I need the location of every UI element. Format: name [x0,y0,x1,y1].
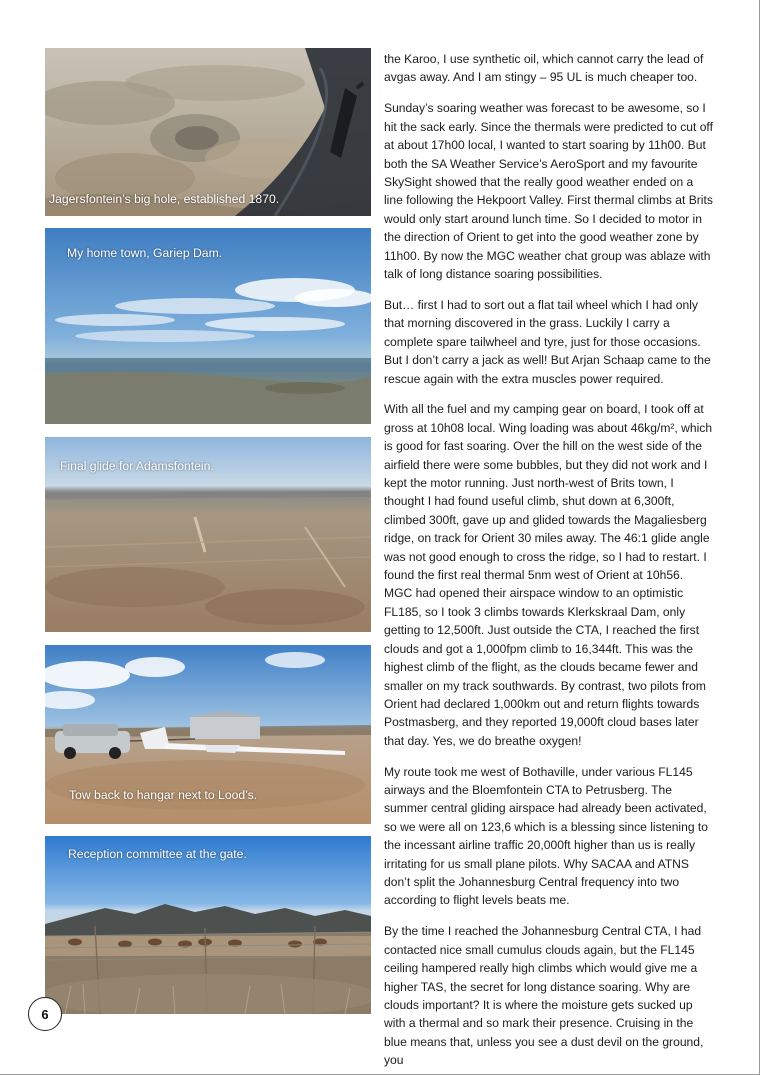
article-paragraph: My route took me west of Bothaville, under various FL145 airways and the Bloemfontein CTA to Petrusberg. The summer central gliding airspace had already been activated, so we were all on 123,6 which is a blessing since listening to the incessant airline traffic 20,000ft higher than us is really irritating for us small plane pilots. Why SACAA and ATNS don’t split the Johannesburg Central frequency into two according to flight levels beats me. [384,764,709,908]
photo-jagersfontein-image [45,48,371,216]
photo-reception-committee-image [45,836,371,1014]
photo-gariep-dam-caption: My home town, Gariep Dam. [67,246,223,260]
photo-tow-to-hangar [45,645,371,824]
article-paragraph: Sunday’s soaring weather was forecast to be awesome, so I hit the sack early. Since the thermals were predicted to cut off at about 17h00 local, I wanted to start soaring by 11h00. But both the SA Weather Service’s AeroSport and my favourite SkySight showed that the really good weather ended on a line following the Hekpoort Valley. First thermal climbs at Brits would only start around lunch time. So I decided to motor in the direction of Orient to get into the good weather zone by 11h00. By now the MGC weather chat group was ablaze with talk of long distance soaring possibilities. [384,101,713,281]
photo-jagersfontein [45,48,371,216]
photo-reception-committee [45,836,371,1014]
article-paragraph: But… first I had to sort out a flat tail wheel which I had only that morning discovered in the grass. Luckily I carry a complete spare tailwheel and tyre, just for those occasions. But I don’t carry a jack as well! But Arjan Schaap came to the rescue again with the extra muscles power required. [384,297,711,386]
photo-gariep-dam [45,228,371,424]
photo-adamsfontein [45,437,371,632]
photo-tow-to-hangar-caption: Tow back to hangar next to Lood’s. [69,788,258,802]
article-paragraph: With all the fuel and my camping gear on board, I took off at gross at 10h08 local. Wing loading was about 46kg/m², which is good for fast soaring. Over the hill on the west side of the airfield there were some bubbles, but they did not work and I kept the motor running. Just north-west of Brits town, I thought I had found useful climb, shut down at 6,300ft, climbed 300ft, gave up and glided towards the Magaliesberg ridge, on track for Orient 30 miles away. The 46:1 glide angle was not good enough to cross the ridge, so I had to restart. I found the first real thermal 5nm west of Orient at 10h56. MGC had opened their airspace window to an optimistic FL185, so I took 3 climbs towards Klerkskraal Dam, only getting to 12,500ft. Just outside the CTA, I reached the first clouds and got a 1,000fpm climb to 16,344ft. This was the highest climb of the flight, as the clouds became fewer and smaller on my track southwards. By contrast, two pilots from Orient had declared 1,000km out and return flights towards Postmasberg, and they reported 19,000ft cloud bases later that day. Yes, we do breathe oxygen! [384,402,713,748]
photo-reception-committee-caption: Reception committee at the gate. [68,847,247,861]
article-paragraph: By the time I reached the Johannesburg Central CTA, I had contacted nice small cumulus clouds again, but the FL145 ceiling hampered really high climbs which would give me a higher TAS, the secret for long distance soaring. Why are clouds important? It is where the moisture gets sucked up with a thermal and so mark their presence. Cruising in the blue means that, unless you see a dust devil on the ground, you [384,924,704,1068]
article-text [384,50,714,1075]
photo-jagersfontein-caption: Jagersfontein’s big hole, established 1870. [49,192,280,206]
photo-adamsfontein-caption: Final glide for Adamsfontein. [60,459,214,473]
article-paragraph: the Karoo, I use synthetic oil, which cannot carry the lead of avgas away. And I am stingy – 95 UL is much cheaper too. [384,52,704,85]
page-number: 6 [28,997,62,1031]
